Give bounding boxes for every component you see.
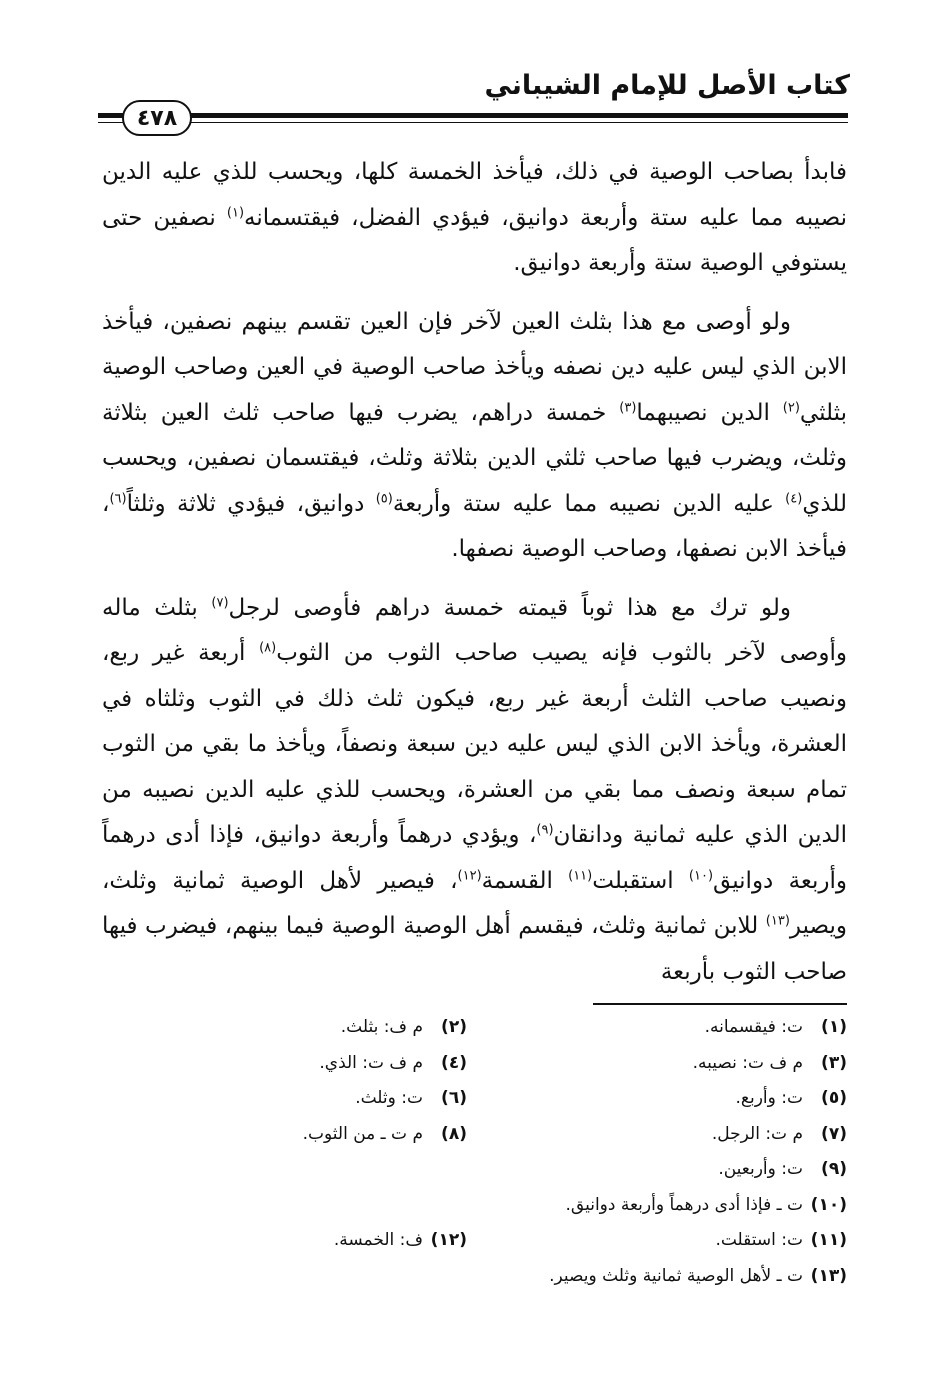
footnote-number: (١٣) bbox=[810, 1265, 847, 1286]
footnote-8 bbox=[87, 1124, 467, 1160]
footnote-12 bbox=[87, 1230, 467, 1266]
footnote-13 bbox=[87, 1266, 847, 1302]
footnote-7 bbox=[467, 1124, 847, 1160]
footnote-ref: (٧) bbox=[211, 594, 229, 610]
footnote-10 bbox=[87, 1195, 847, 1231]
text-run: أربعة غير ربع، ونصيب صاحب الثلث أربعة غير ربع، فيكون ثلث ذلك في الثوب وثلثاه في العشرة، ويأخذ الابن الذي ليس عليه دين سبعة ونصفاً، ويأخذ ما بقي من الثوب تمام سبعة ونصف مما بقي من العشرة، ويحسب للذي عليه الدين نصيبه من الدين الذي عليه ثمانية ودانقان bbox=[102, 640, 847, 848]
text-run: ، فيصير لأهل الوصية ثمانية وثلث، ويصير bbox=[102, 867, 847, 939]
footnote-2 bbox=[87, 1017, 467, 1053]
footnote-text: ت: وأربعين. bbox=[718, 1159, 803, 1179]
footnote-number: (٤) bbox=[441, 1052, 467, 1073]
footnote-text: م ف ت: نصيبه. bbox=[692, 1052, 803, 1073]
footnote-11 bbox=[467, 1230, 847, 1266]
footnote-number: (١١) bbox=[810, 1230, 847, 1250]
paragraph-2 bbox=[102, 300, 847, 573]
footnote-text: ت: وثلث. bbox=[355, 1088, 423, 1108]
footnote-number: (٩) bbox=[821, 1159, 847, 1179]
text-run: الدين نصيبهما bbox=[636, 399, 783, 426]
footnote-row bbox=[87, 1230, 847, 1266]
page-number: ٤٧٨ bbox=[136, 105, 178, 131]
text-run: القسمة bbox=[481, 867, 569, 894]
footnote-ref: (١٠) bbox=[688, 867, 714, 883]
footnote-text: م ت ـ من الثوب. bbox=[302, 1123, 423, 1144]
footnote-ref: (٩) bbox=[536, 822, 554, 838]
paragraph-3 bbox=[102, 586, 847, 996]
footnote-separator bbox=[593, 1003, 847, 1005]
footnote-number: (٥) bbox=[821, 1088, 847, 1108]
footnote-row bbox=[87, 1053, 847, 1089]
text-run: نصفين حتى يستوفي الوصية ستة وأربعة دوانيق. bbox=[102, 204, 847, 276]
footnotes bbox=[87, 1017, 847, 1301]
footnote-number: (٢) bbox=[441, 1017, 467, 1037]
footnote-number: (١٠) bbox=[810, 1194, 847, 1215]
footnote-3 bbox=[467, 1053, 847, 1089]
footnote-ref: (٨) bbox=[259, 640, 277, 656]
footnote-ref: (٥) bbox=[375, 490, 393, 506]
footnote-row bbox=[87, 1088, 847, 1124]
text-run: عليه الدين نصيبه مما عليه ستة وأربعة bbox=[392, 490, 786, 517]
footnote-text: ت: وأربع. bbox=[735, 1088, 803, 1108]
footnote-number: (٨) bbox=[441, 1123, 467, 1144]
text-run: للابن ثمانية وثلث، فيقسم أهل الوصية الوصية فيما بينهم، فيضرب فيها صاحب الثوب بأربعة bbox=[102, 913, 847, 985]
footnote-ref: (١٣) bbox=[765, 913, 790, 929]
header-rule-thick bbox=[98, 113, 848, 118]
footnote-text: م ف ت: الذي. bbox=[319, 1052, 423, 1073]
footnote-ref: (٢) bbox=[782, 399, 800, 415]
footnote-ref: (١١) bbox=[568, 867, 593, 883]
footnote-text: ت ـ فإذا أدى درهماً وأربعة دوانيق. bbox=[565, 1194, 803, 1215]
footnote-1 bbox=[467, 1017, 847, 1053]
text-run: بثلث ماله وأوصى لآخر بالثوب فإنه يصيب صاحب الثوب من الثوب bbox=[102, 594, 848, 666]
footnote-row bbox=[87, 1017, 847, 1053]
footnote-text: م ف: بثلث. bbox=[340, 1017, 423, 1037]
footnote-number: (٧) bbox=[821, 1123, 847, 1144]
text-run: فابدأ بصاحب الوصية في ذلك، فيأخذ الخمسة كلها، ويحسب للذي عليه الدين نصيبه مما عليه ستة وأربعة دوانيق، فيؤدي الفضل، فيقتسمانه bbox=[102, 159, 847, 231]
footnote-5 bbox=[467, 1088, 847, 1124]
footnote-row bbox=[87, 1159, 847, 1195]
text-run: استقبلت bbox=[592, 867, 689, 894]
footnote-text: م ت: الرجل. bbox=[711, 1123, 803, 1144]
footnote-ref: (٤) bbox=[785, 490, 803, 506]
footnote-number: (١٢) bbox=[430, 1230, 467, 1250]
footnote-ref: (٦) bbox=[109, 490, 127, 506]
footnote-number: (٦) bbox=[441, 1088, 467, 1108]
footnote-ref: (١٢) bbox=[457, 867, 482, 883]
footnote-4 bbox=[87, 1053, 467, 1089]
footnote-ref: (١) bbox=[226, 204, 245, 220]
footnote-row bbox=[87, 1266, 847, 1302]
header-rule-thin bbox=[98, 122, 848, 123]
footnote-row bbox=[87, 1195, 847, 1231]
text-run: دوانيق، فيؤدي ثلاثة وثلثاً bbox=[126, 490, 376, 517]
text-run: خمسة دراهم، يضرب فيها صاحب ثلث العين بثلاثة وثلث، ويضرب فيها صاحب ثلثي الدين بثلاثة وثلث، فيقتسمان نصفين، ويحسب للذي bbox=[102, 399, 848, 517]
footnote-text: ف: الخمسة. bbox=[333, 1230, 423, 1250]
footnote-text: ت ـ لأهل الوصية ثمانية وثلث ويصير. bbox=[549, 1265, 803, 1286]
text-run: ولو أوصى مع هذا بثلث العين لآخر فإن العين تقسم بينهم نصفين، فيأخذ الابن الذي ليس عليه دين نصفه ويأخذ صاحب الوصية في العين وصاحب الوصية بثلثي bbox=[102, 308, 847, 426]
paragraph-1 bbox=[102, 150, 847, 287]
text-run: ولو ترك مع هذا ثوباً قيمته خمسة دراهم فأوصى لرجل bbox=[228, 594, 791, 621]
page-number-badge bbox=[122, 100, 192, 136]
footnote-9 bbox=[87, 1159, 847, 1195]
footnote-text: ت: فيقسمانه. bbox=[704, 1017, 803, 1037]
text-run: ، ويؤدي درهماً وأربعة دوانيق، فإذا أدى درهماً وأربعة دوانيق bbox=[102, 822, 847, 894]
footnote-number: (٣) bbox=[821, 1052, 847, 1073]
main-text bbox=[102, 150, 847, 995]
footnote-text: ت: استقلت. bbox=[715, 1230, 803, 1250]
running-title: كتاب الأصل للإمام الشيباني bbox=[484, 70, 850, 101]
footnote-6 bbox=[87, 1088, 467, 1124]
text-run: ، فيأخذ الابن نصفها، وصاحب الوصية نصفها. bbox=[102, 490, 847, 562]
footnote-row bbox=[87, 1124, 847, 1160]
footnote-number: (١) bbox=[821, 1017, 847, 1037]
footnote-ref: (٣) bbox=[619, 399, 637, 415]
